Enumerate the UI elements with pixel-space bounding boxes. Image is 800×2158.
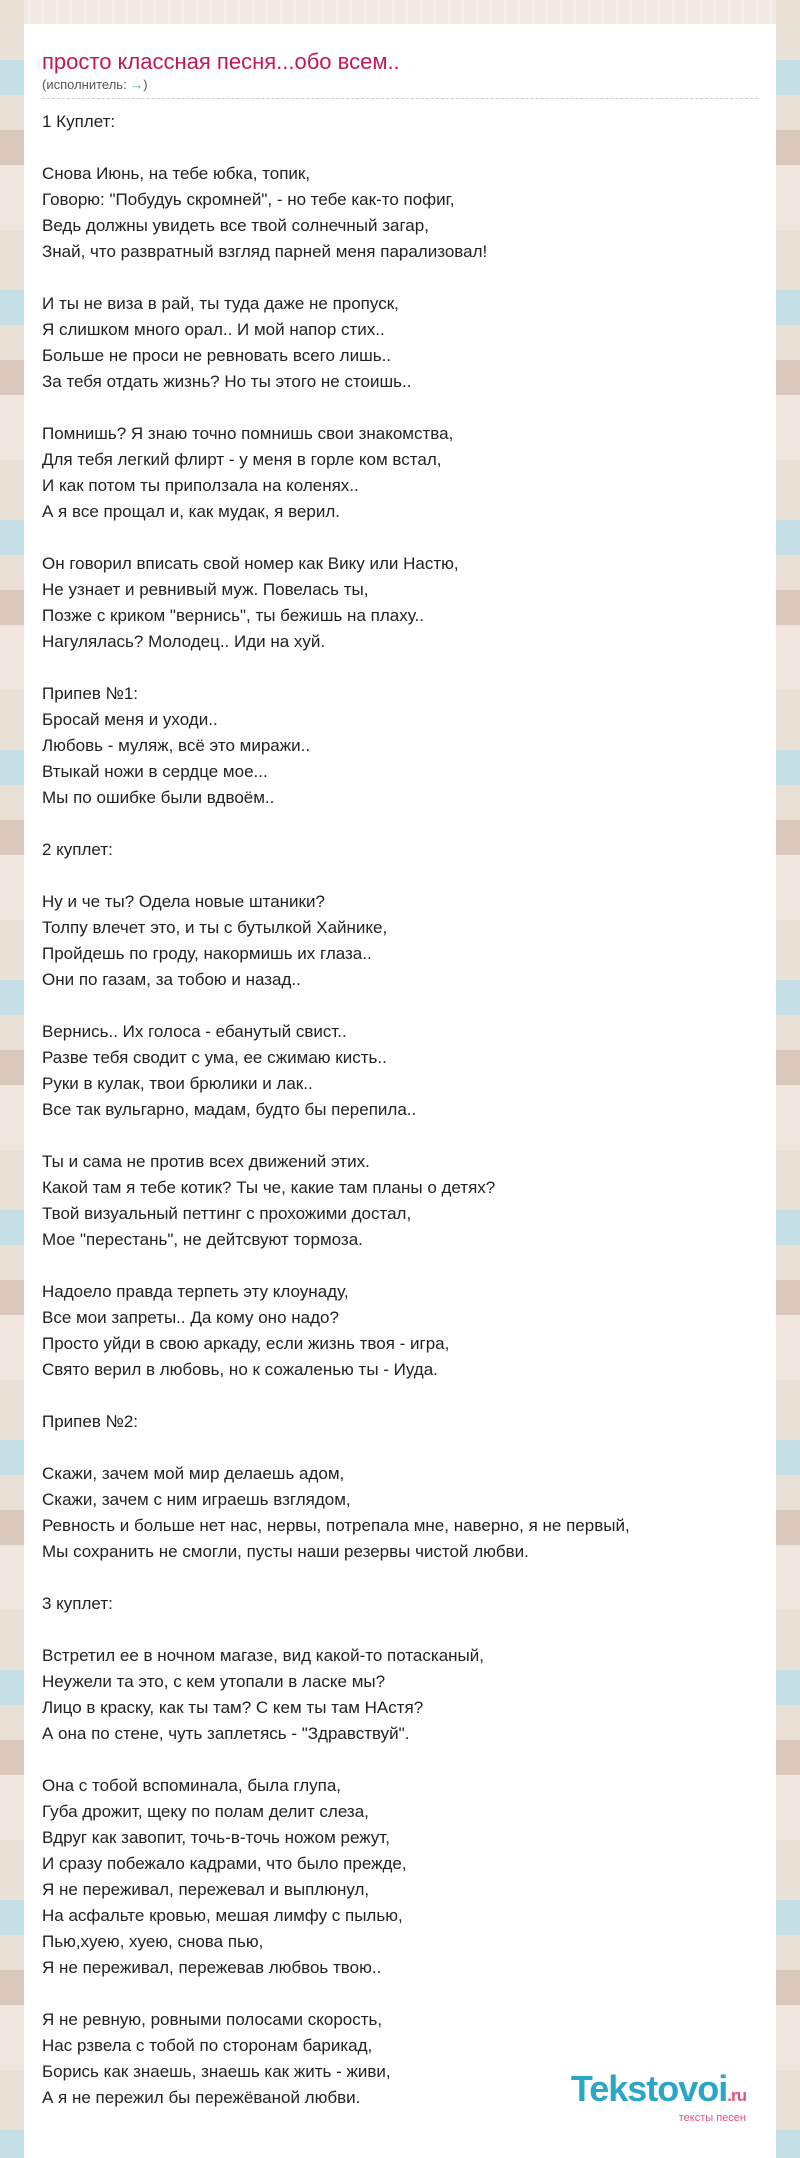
lyric-line: Пройдешь по гроду, накормишь их глаза..	[42, 944, 372, 963]
lyric-line: 3 куплет:	[42, 1594, 113, 1613]
blank-line	[42, 655, 758, 681]
blank-line	[42, 1565, 758, 1591]
artist-suffix: )	[143, 77, 148, 92]
blank-line	[42, 1253, 758, 1279]
artist-prefix: (исполнитель:	[42, 77, 131, 92]
lyric-line: Я слишком много орал.. И мой напор стих..	[42, 320, 385, 339]
lyric-line: Ревность и больше нет нас, нервы, потрепала мне, наверно, я не первый,	[42, 1516, 630, 1535]
lyric-line: Встретил ее в ночном магазе, вид какой-то потасканый,	[42, 1646, 484, 1665]
lyric-line: А я все прощал и, как мудак, я верил.	[42, 502, 340, 521]
lyric-line: А она по стене, чуть заплетясь - "Здравствуй".	[42, 1724, 410, 1743]
lyric-line: Ну и че ты? Одела новые штаники?	[42, 892, 325, 911]
blank-line	[42, 1435, 758, 1461]
song-title: просто классная песня...обо всем..	[42, 49, 400, 74]
lyric-line: Нас рзвела с тобой по сторонам барикад,	[42, 2036, 373, 2055]
blank-line	[42, 395, 758, 421]
lyric-line: Губа дрожит, щеку по полам делит слеза,	[42, 1802, 369, 1821]
lyric-line: Мы по ошибке были вдвоём..	[42, 788, 275, 807]
blank-line	[42, 1123, 758, 1149]
lyric-line: Припев №2:	[42, 1412, 138, 1431]
lyric-line: Припев №1:	[42, 684, 138, 703]
lyric-line: Я не переживал, пережевав любвоь твою..	[42, 1958, 382, 1977]
lyric-line: Она с тобой вспоминала, была глупа,	[42, 1776, 342, 1795]
lyric-line: Какой там я тебе котик? Ты че, какие там планы о детях?	[42, 1178, 496, 1197]
lyric-line: Разве тебя сводит с ума, ее сжимаю кисть..	[42, 1048, 387, 1067]
lyric-line: Руки в кулак, твои брюлики и лак..	[42, 1074, 313, 1093]
blank-line	[42, 1747, 758, 1773]
lyric-line: Они по газам, за тобою и назад..	[42, 970, 301, 989]
lyric-line: Скажи, зачем с ним играешь взглядом,	[42, 1490, 351, 1509]
lyric-line: Говорю: "Побудуь скромней", - но тебе как-то пофиг,	[42, 190, 455, 209]
lyric-line: Свято верил в любовь, но к сожаленью ты - Иуда.	[42, 1360, 438, 1379]
lyric-line: Ведь должны увидеть все твой солнечный загар,	[42, 216, 429, 235]
lyrics-card	[24, 24, 776, 2158]
lyric-line: Нагулялась? Молодец.. Иди на хуй.	[42, 632, 326, 651]
blank-line	[42, 135, 758, 161]
background-stripe-left	[0, 0, 24, 2158]
lyric-line: Позже с криком "вернись", ты бежишь на плаху..	[42, 606, 424, 625]
lyric-line: Толпу влечет это, и ты с бутылкой Хайнике,	[42, 918, 388, 937]
lyric-line: Скажи, зачем мой мир делаешь адом,	[42, 1464, 345, 1483]
background-stripe-right	[776, 0, 800, 2158]
blank-line	[42, 1617, 758, 1643]
site-logo[interactable]	[570, 2068, 746, 2124]
lyric-line: Надоело правда терпеть эту клоунаду,	[42, 1282, 349, 1301]
lyric-line: 2 куплет:	[42, 840, 113, 859]
lyric-line: Больше не проси не ревновать всего лишь..	[42, 346, 392, 365]
blank-line	[42, 1383, 758, 1409]
lyric-line: Помнишь? Я знаю точно помнишь свои знакомства,	[42, 424, 454, 443]
blank-line	[42, 265, 758, 291]
artist-line	[42, 76, 758, 99]
lyric-line: Ты и сама не против всех движений этих.	[42, 1152, 370, 1171]
lyric-line: А я не пережил бы пережёваной любви.	[42, 2088, 361, 2107]
lyric-line: Пью,хуею, хуею, снова пью,	[42, 1932, 264, 1951]
lyric-line: Просто уйди в свою аркаду, если жизнь твоя - игра,	[42, 1334, 450, 1353]
lyric-line: Все так вульгарно, мадам, будто бы перепила..	[42, 1100, 417, 1119]
lyric-line: Снова Июнь, на тебе юбка, топик,	[42, 164, 311, 183]
lyric-line: И ты не виза в рай, ты туда даже не пропуск,	[42, 294, 399, 313]
lyric-line: Я не переживал, пережевал и выплюнул,	[42, 1880, 370, 1899]
lyric-line: Он говорил вписать свой номер как Вику или Настю,	[42, 554, 459, 573]
lyric-line: На асфальте кровью, мешая лимфу с пылью,	[42, 1906, 403, 1925]
lyric-line: И сразу побежало кадрами, что было прежде,	[42, 1854, 407, 1873]
lyric-line: Бросай меня и уходи..	[42, 710, 218, 729]
artist-link[interactable]: →	[130, 77, 144, 92]
lyric-line: Не узнает и ревнивый муж. Повелась ты,	[42, 580, 369, 599]
lyric-line: Вернись.. Их голоса - ебанутый свист..	[42, 1022, 347, 1041]
lyric-line: За тебя отдать жизнь? Но ты этого не стоишь..	[42, 372, 412, 391]
lyric-line: И как потом ты приползала на коленях..	[42, 476, 359, 495]
blank-line	[42, 525, 758, 551]
blank-line	[42, 811, 758, 837]
lyric-line: Мы сохранить не смогли, пусты наши резервы чистой любви.	[42, 1542, 529, 1561]
lyric-line: Борись как знаешь, знаешь как жить - живи,	[42, 2062, 391, 2081]
blank-line	[42, 1981, 758, 2007]
lyric-line: Втыкай ножи в сердце мое...	[42, 762, 268, 781]
lyric-line: Знай, что развратный взгляд парней меня парализовал!	[42, 242, 488, 261]
blank-line	[42, 993, 758, 1019]
logo-tagline: тексты песен	[678, 2112, 746, 2124]
lyric-line: 1 Куплет:	[42, 112, 116, 131]
lyric-line: Любовь - муляж, всё это миражи..	[42, 736, 311, 755]
blank-line	[42, 863, 758, 889]
lyric-line: Твой визуальный петтинг с прохожими достал,	[42, 1204, 412, 1223]
lyric-line: Я не ревную, ровными полосами скорость,	[42, 2010, 383, 2029]
lyric-line: Вдруг как завопит, точь-в-точь ножом режут,	[42, 1828, 390, 1847]
logo-name: Tekstovoi	[570, 2068, 728, 2109]
lyric-line: Неужели та это, с кем утопали в ласке мы?	[42, 1672, 386, 1691]
lyric-line: Для тебя легкий флирт - у меня в горле ком встал,	[42, 450, 442, 469]
lyric-line: Лицо в краску, как ты там? С кем ты там НАстя?	[42, 1698, 424, 1717]
logo-tld: .ru	[727, 2086, 746, 2105]
lyric-line: Все мои запреты.. Да кому оно надо?	[42, 1308, 339, 1327]
lyrics-body	[42, 109, 758, 2111]
lyric-line: Мое "перестань", не дейтсвуют тормоза.	[42, 1230, 363, 1249]
